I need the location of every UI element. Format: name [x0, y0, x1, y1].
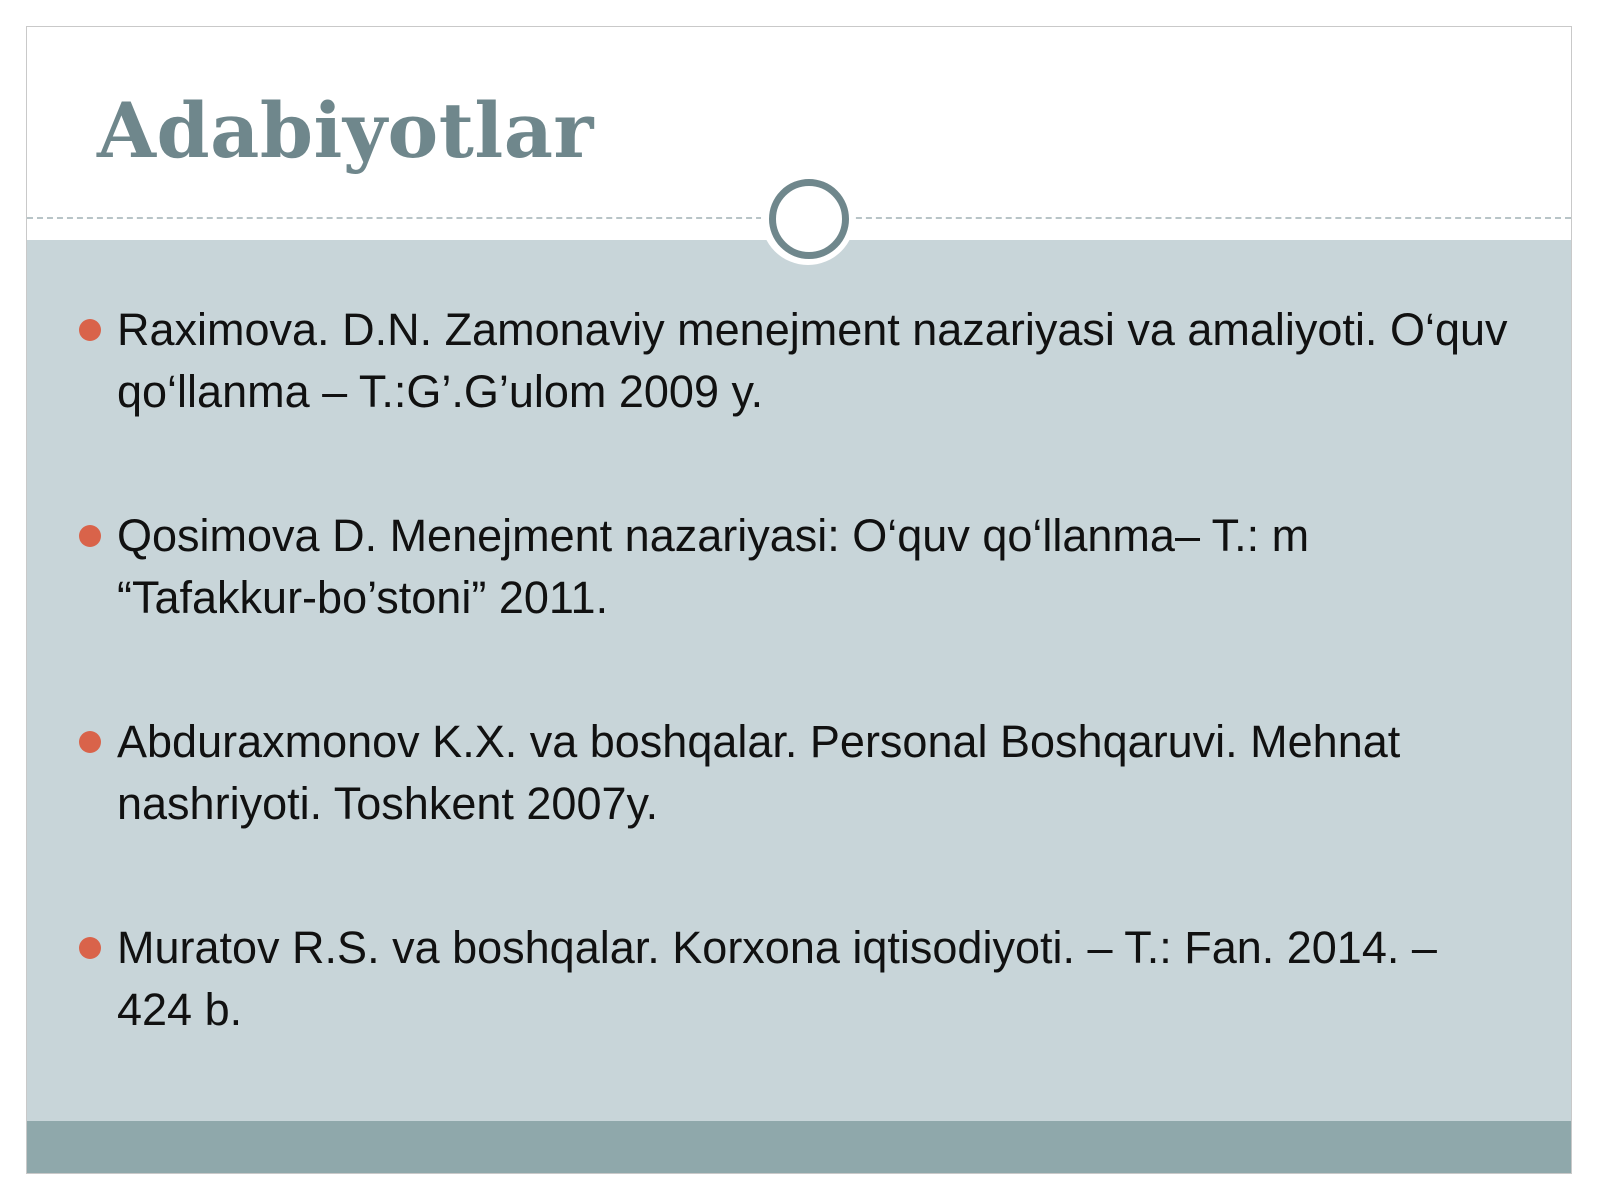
reference-text: Muratov R.S. va boshqalar. Korxona iqtisodiyoti. – T.: Fan. 2014. – 424 b. [117, 922, 1437, 1035]
slide [26, 26, 1572, 1174]
list-item [79, 299, 1519, 423]
circle-ring-icon [769, 179, 849, 259]
circle-ornament [761, 171, 855, 265]
bullet-dot-icon [79, 731, 101, 753]
reference-text: Abduraxmonov K.X. va boshqalar. Personal Boshqaruvi. Mehnat nashriyoti. Toshkent 2007y. [117, 716, 1401, 829]
list-item [79, 711, 1519, 835]
reference-text: Qosimova D. Menejment nazariyasi: O‘quv qo‘llanma– T.: m “Tafakkur-bo’stoni” 2011. [117, 510, 1310, 623]
bullet-dot-icon [79, 937, 101, 959]
footer-band [27, 1121, 1571, 1173]
bullet-dot-icon [79, 525, 101, 547]
list-item [79, 917, 1519, 1041]
list-item [79, 505, 1519, 629]
reference-list [79, 299, 1519, 1123]
bullet-dot-icon [79, 319, 101, 341]
slide-title: Adabiyotlar [97, 86, 594, 175]
reference-text: Raximova. D.N. Zamonaviy menejment nazariyasi va amaliyoti. O‘quv qo‘llanma – T.:G’.G’ulom 2009 y. [117, 304, 1508, 417]
